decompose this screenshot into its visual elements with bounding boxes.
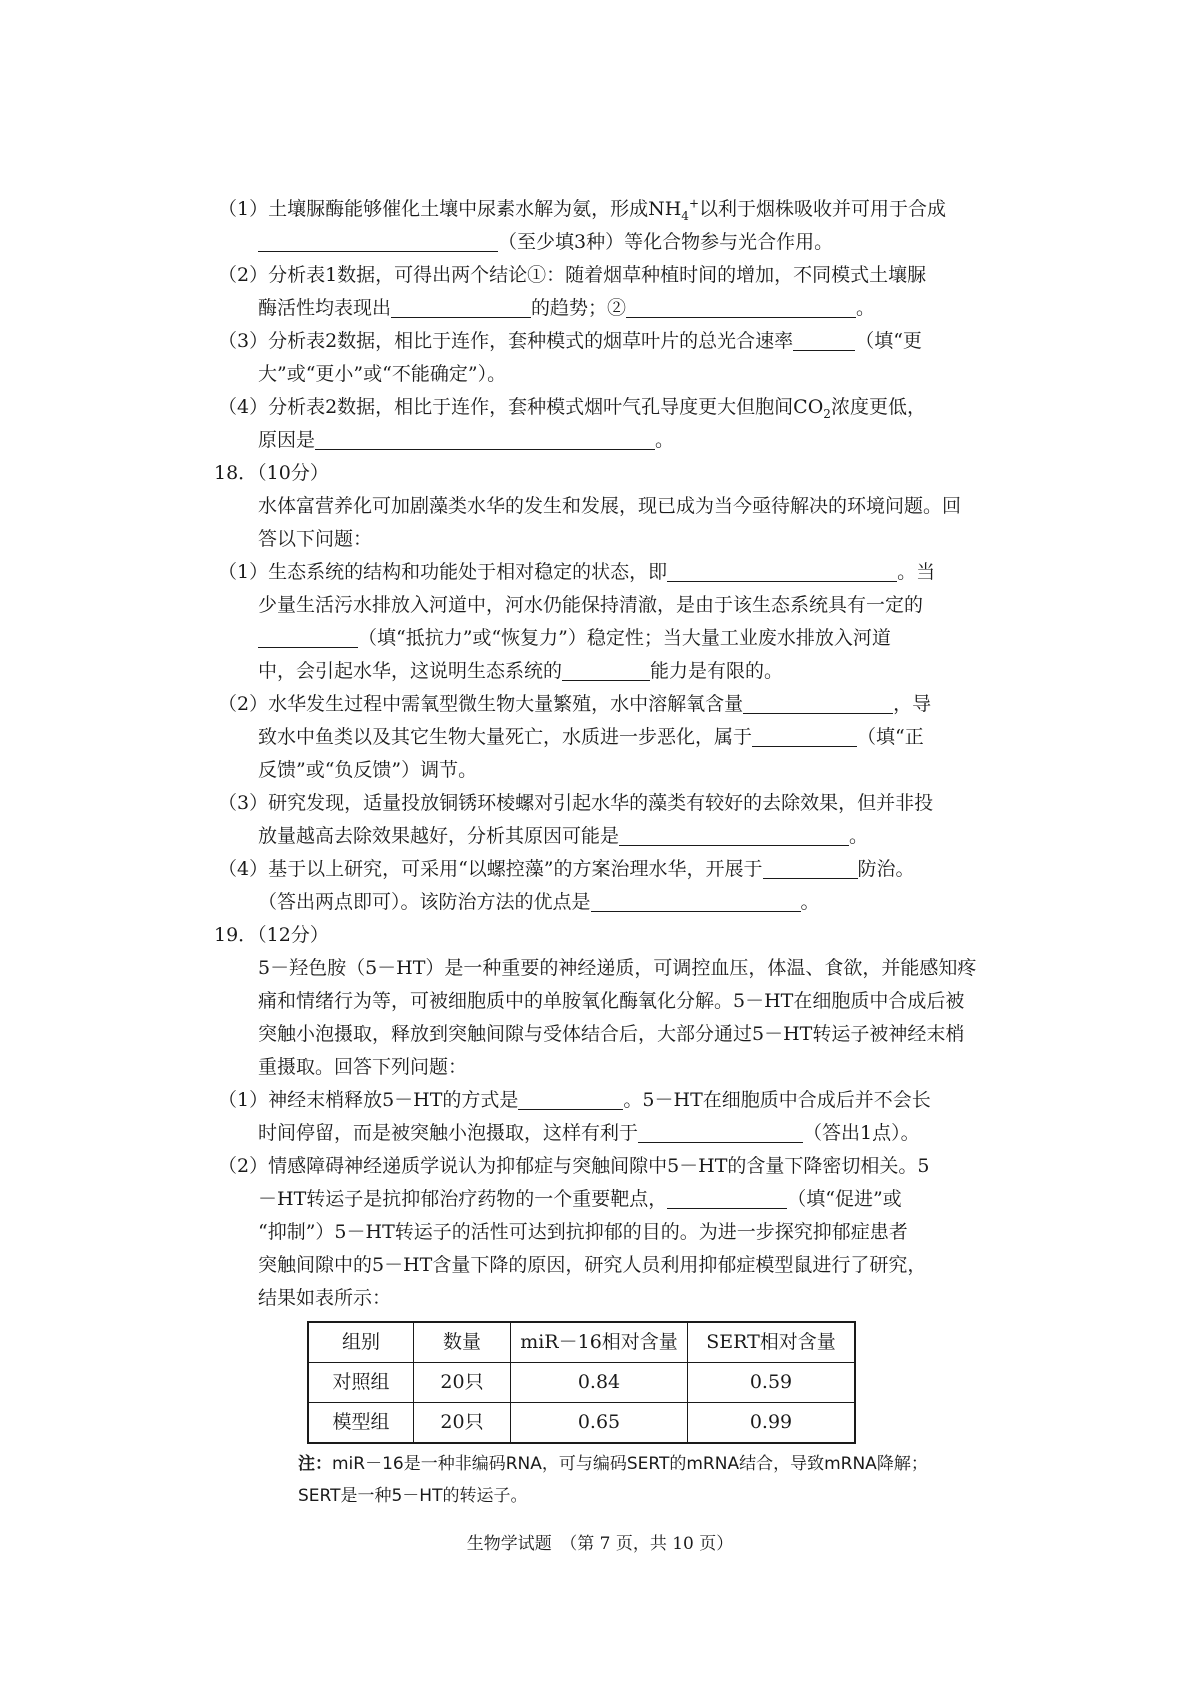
- superscript: +: [688, 196, 699, 211]
- text: （填“更: [855, 330, 922, 352]
- q18-part3: [218, 787, 998, 853]
- table-header: 数量: [414, 1322, 511, 1363]
- table-header-row: [308, 1322, 855, 1363]
- table-cell: 0.59: [688, 1363, 856, 1403]
- table-header: 组别: [308, 1322, 414, 1363]
- text: 中，会引起水华，这说明生态系统的: [258, 660, 563, 682]
- text: 突触间隙中的5－HT含量下降的原因，研究人员利用抑郁症模型鼠进行了研究，: [258, 1254, 927, 1276]
- text: 。: [800, 891, 820, 913]
- answer-blank[interactable]: [667, 1184, 787, 1209]
- answer-blank[interactable]: [793, 326, 855, 351]
- text: 时间停留，而是被突触小泡摄取，这样有利于: [258, 1122, 639, 1144]
- table-cell: 0.65: [511, 1403, 688, 1444]
- text: 浓度更低，: [830, 396, 926, 418]
- text: 放量越高去除效果越好，分析其原因可能是: [258, 825, 620, 847]
- text: 能力是有限的。: [650, 660, 784, 682]
- table-cell: 0.99: [688, 1403, 856, 1444]
- answer-blank[interactable]: [258, 623, 358, 648]
- note-label: 注：: [298, 1454, 332, 1474]
- answer-blank[interactable]: [752, 722, 857, 747]
- text: 痛和情绪行为等，可被细胞质中的单胺氧化酶氧化分解。5－HT在细胞质中合成后被: [258, 990, 965, 1012]
- text: 。: [856, 297, 876, 319]
- text: （填“促进”或: [787, 1188, 902, 1210]
- answer-blank[interactable]: [391, 293, 531, 318]
- text: 反馈”或“负反馈”）调节。: [258, 759, 478, 781]
- text: （填“抵抗力”或“恢复力”）稳定性；当大量工业废水排放入河道: [358, 627, 891, 649]
- text: 重摄取。回答下列问题：: [258, 1056, 468, 1078]
- text: ，导: [893, 693, 932, 715]
- results-table: [307, 1321, 856, 1444]
- text: （答出1点）。: [803, 1122, 920, 1144]
- text: （答出两点即可）。该防治方法的优点是: [258, 891, 591, 913]
- q18-part2: [218, 688, 998, 787]
- table-header: SERT相对含量: [688, 1322, 856, 1363]
- answer-blank[interactable]: [562, 656, 650, 681]
- answer-blank[interactable]: [638, 1118, 803, 1143]
- q19-part2: [218, 1150, 998, 1315]
- text: 突触小泡摄取，释放到突触间隙与受体结合后，大部分通过5－HT转运子被神经末梢: [258, 1023, 965, 1045]
- q17-part1: [218, 193, 998, 259]
- q18-heading: 18．（10分）: [214, 462, 329, 484]
- text: SERT是一种5－HT的转运子。: [298, 1486, 528, 1506]
- answer-blank[interactable]: [258, 227, 498, 252]
- text: （2）水华发生过程中需氧型微生物大量繁殖，水中溶解氧含量: [218, 693, 744, 715]
- answer-blank[interactable]: [315, 425, 655, 450]
- text: （4）分析表2数据，相比于连作，套种模式烟叶气孔导度更大但胞间CO: [218, 396, 824, 418]
- q17-part3: [218, 325, 998, 391]
- text: 酶活性均表现出: [258, 297, 392, 319]
- q19-part1: [218, 1084, 998, 1150]
- text: （3）研究发现，适量投放铜锈环棱螺对引起水华的藻类有较好的去除效果，但并非投: [218, 792, 934, 814]
- text: （至少填3种）等化合物参与光合作用。: [498, 231, 834, 253]
- text: 答以下问题：: [258, 528, 373, 550]
- table-header: miR－16相对含量: [511, 1322, 688, 1363]
- answer-blank[interactable]: [667, 557, 897, 582]
- text: 大”或“更小”或“不能确定”）。: [258, 363, 507, 385]
- text: 水体富营养化可加剧藻类水华的发生和发展，现已成为当今亟待解决的环境问题。回: [258, 495, 962, 517]
- table-cell: 0.84: [511, 1363, 688, 1403]
- table-cell: 模型组: [308, 1403, 414, 1444]
- text: （2）情感障碍神经递质学说认为抑郁症与突触间隙中5－HT的含量下降密切相关。5: [218, 1155, 930, 1177]
- q19-intro: [258, 952, 998, 1084]
- text: （填“正: [857, 726, 924, 748]
- text: 原因是: [258, 429, 316, 451]
- text: 。: [655, 429, 675, 451]
- text: －HT转运子是抗抑郁治疗药物的一个重要靶点，: [258, 1188, 668, 1210]
- q17-part4: [218, 391, 998, 457]
- q18-intro: [258, 490, 998, 556]
- text: （1）神经末梢释放5－HT的方式是: [218, 1089, 519, 1111]
- text: （3）分析表2数据，相比于连作，套种模式的烟草叶片的总光合速率: [218, 330, 794, 352]
- text: 。: [849, 825, 869, 847]
- answer-blank[interactable]: [763, 854, 858, 879]
- text: 防治。: [857, 858, 915, 880]
- text: （1）土壤脲酶能够催化土壤中尿素水解为氨，形成NH: [218, 198, 682, 220]
- text: 。当: [897, 561, 936, 583]
- text: （1）生态系统的结构和功能处于相对稳定的状态，即: [218, 561, 668, 583]
- text: “抑制”）5－HT转运子的活性可达到抗抑郁的目的。为进一步探究抑郁症患者: [258, 1221, 908, 1243]
- q17-part2: [218, 259, 998, 325]
- subscript: 2: [823, 406, 831, 421]
- table-row: [308, 1403, 855, 1444]
- text: （4）基于以上研究，可采用“以螺控藻”的方案治理水华，开展于: [218, 858, 763, 880]
- table-cell: 20只: [414, 1403, 511, 1444]
- text: （2）分析表1数据，可得出两个结论①：随着烟草种植时间的增加，不同模式土壤脲: [218, 264, 927, 286]
- text: 少量生活污水排放入河道中，河水仍能保持清澈，是由于该生态系统具有一定的: [258, 594, 924, 616]
- answer-blank[interactable]: [743, 689, 893, 714]
- text: miR－16是一种非编码RNA，可与编码SERT的mRNA结合，导致mRNA降解；: [332, 1454, 928, 1474]
- text: 致水中鱼类以及其它生物大量死亡，水质进一步恶化，属于: [258, 726, 753, 748]
- text: 以利于烟株吸收并可用于合成: [699, 198, 947, 220]
- text: 5－羟色胺（5－HT）是一种重要的神经递质，可调控血压，体温、食欲，并能感知疼: [258, 957, 977, 979]
- answer-blank[interactable]: [626, 293, 856, 318]
- text: 的趋势；②: [531, 297, 627, 319]
- q18-part4: [218, 853, 998, 919]
- answer-blank[interactable]: [591, 887, 801, 912]
- page-content: [0, 193, 1200, 1512]
- q19-heading: 19．（12分）: [214, 924, 329, 946]
- table-cell: 20只: [414, 1363, 511, 1403]
- table-cell: 对照组: [308, 1363, 414, 1403]
- page-footer: 生物学试题 （第 7 页，共 10 页）: [466, 1534, 734, 1554]
- answer-blank[interactable]: [619, 821, 849, 846]
- answer-blank[interactable]: [518, 1085, 623, 1110]
- table-row: [308, 1363, 855, 1403]
- text: 结果如表所示：: [258, 1287, 392, 1309]
- text: 。5－HT在细胞质中合成后并不会长: [623, 1089, 931, 1111]
- subscript: 4: [681, 208, 689, 223]
- table-note: [298, 1448, 998, 1512]
- q18-part1: [218, 556, 998, 688]
